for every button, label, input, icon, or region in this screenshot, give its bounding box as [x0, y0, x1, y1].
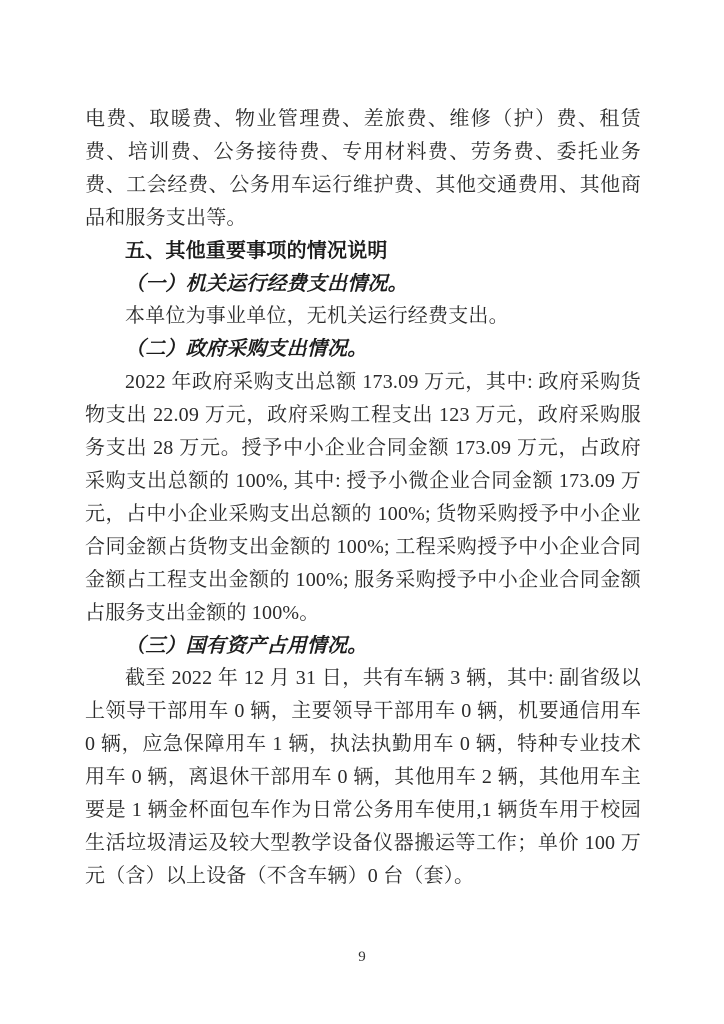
page-number: 9 [358, 949, 366, 965]
section-heading: 五、其他重要事项的情况说明 [125, 239, 388, 262]
document-content [85, 103, 641, 893]
subsection-heading: （二）政府采购支出情况。 [125, 338, 368, 361]
subsection-heading: （一）机关运行经费支出情况。 [125, 272, 408, 295]
paragraph: 本单位为事业单位，无机关运行经费支出。 [125, 305, 509, 328]
page-footer [0, 948, 724, 966]
paragraph: 电费、取暖费、物业管理费、差旅费、维修（护）费、租赁费、培训费、公务接待费、专用材料费、劳务费、委托业务费、工会经费、公务用车运行维护费、其他交通费用、其他商品和服务支出等。 [85, 108, 641, 229]
paragraph: 截至 2022 年 12 月 31 日，共有车辆 3 辆，其中: 副省级以上领导干部用车 0 辆，主要领导干部用车 0 辆，机要通信用车 0 辆，应急保障用车 1 辆，执法执勤用车 0 辆，特种专业技术用车 0 辆，离退休干部用车 0 辆，其他用车 2 辆，其他用车主要是 1 辆金杯面包车作为日常公务用车使用,1 辆货车用于校园生活垃圾清运及较大型教学设备仪器搬运等工作；单价 100 万元（含）以上设备（不含车辆）0 台（套）。 [85, 667, 641, 887]
subsection-heading: （三）国有资产占用情况。 [125, 634, 368, 657]
paragraph: 2022 年政府采购支出总额 173.09 万元，其中: 政府采购货物支出 22.09 万元，政府采购工程支出 123 万元，政府采购服务支出 28 万元。授予中小企业合同金额 173.09 万元，占政府采购支出总额的 100%, 其中: 授予小微企业合同金额 173.09 万元，占中小企业采购支出总额的 100%; 货物采购授予中小企业合同金额占货物支出金额的 100%; 工程采购授予中小企业合同金额占工程支出金额的 100%; 服务采购授予中小企业合同金额占服务支出金额的 100%。 [85, 371, 641, 624]
